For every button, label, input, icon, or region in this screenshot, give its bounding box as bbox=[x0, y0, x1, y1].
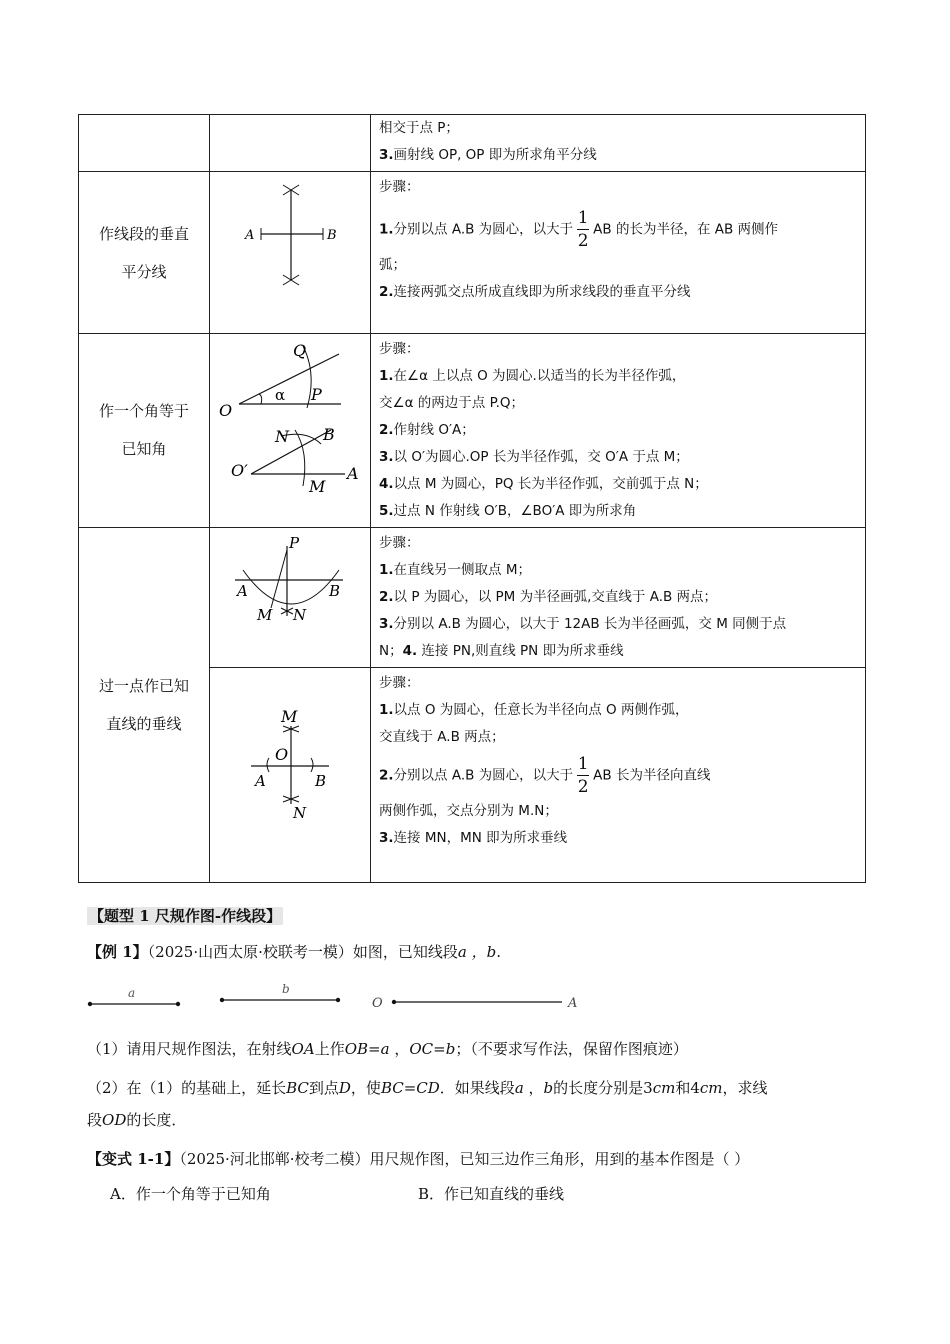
step-text: 分别以 A.B 为圆心，以大于 12AB 长为半径画弧，交 M 同侧于点 bbox=[393, 616, 787, 632]
question-text: 和 bbox=[675, 1079, 691, 1097]
point-label: B bbox=[315, 772, 327, 790]
variant-1-1 bbox=[87, 1148, 867, 1170]
variant-label: 【变式 1-1】 bbox=[87, 1150, 180, 1168]
answer-options bbox=[110, 1183, 890, 1205]
step-number: 1. bbox=[379, 702, 394, 718]
option-b[interactable]: B．作已知直线的垂线 bbox=[418, 1185, 565, 1203]
step-text: 连接两弧交点所成直线即为所求线段的垂直平分线 bbox=[393, 284, 691, 300]
steps-title: 步骤： bbox=[379, 535, 420, 551]
table-row bbox=[79, 172, 866, 334]
angle-label: α bbox=[275, 386, 286, 404]
segment-label: a bbox=[128, 986, 136, 1000]
step-text: 以 P 为圆心，以 PM 为半径画弧,交直线于 A.B 两点； bbox=[393, 589, 718, 605]
table-cell bbox=[371, 115, 866, 172]
math-term: OA bbox=[291, 1040, 315, 1058]
point-label: A bbox=[245, 228, 255, 243]
question-text: 的长度分别是 bbox=[553, 1079, 644, 1097]
point-label: B bbox=[329, 582, 341, 600]
math-term: b bbox=[445, 1040, 456, 1058]
step-text: N； bbox=[379, 643, 403, 659]
step-number: 1. bbox=[379, 221, 394, 238]
method-name-cell bbox=[79, 528, 210, 883]
step-number: 1. bbox=[379, 368, 394, 384]
example-vars: a ，b bbox=[457, 943, 497, 961]
section-heading bbox=[87, 905, 867, 927]
example-1-intro bbox=[87, 941, 867, 963]
segments-figure bbox=[84, 982, 594, 1018]
step-text: 分别以点 A.B 为圆心，以大于 bbox=[393, 221, 574, 238]
point-label: A bbox=[237, 582, 248, 600]
point-label: O bbox=[372, 996, 383, 1011]
method-name: 作一个角等于 bbox=[98, 402, 189, 420]
step-number: 4. bbox=[379, 476, 394, 492]
math-term: OC bbox=[409, 1040, 434, 1058]
method-name: 过一点作已知 bbox=[98, 677, 189, 695]
point-label: Q bbox=[293, 341, 307, 360]
step-text: 作射线 O′A； bbox=[393, 422, 475, 438]
point-label: O bbox=[275, 745, 289, 764]
figure-cell bbox=[210, 528, 371, 668]
point-label: P bbox=[311, 385, 322, 404]
table-cell bbox=[79, 115, 210, 172]
figure-cell bbox=[210, 334, 371, 528]
construction-steps-table bbox=[78, 114, 866, 883]
math-term: cm bbox=[699, 1079, 723, 1097]
step-text: 以点 M 为圆心，PQ 长为半径作弧，交前弧于点 N； bbox=[393, 476, 708, 492]
step-number: 4. bbox=[402, 643, 418, 659]
point-label: M bbox=[257, 606, 273, 624]
method-name: 已知角 bbox=[121, 440, 167, 458]
question-text: ， bbox=[389, 1040, 410, 1058]
math-term: BC bbox=[286, 1079, 309, 1097]
step-number: 2. bbox=[379, 422, 394, 438]
point-label: P bbox=[289, 534, 300, 552]
table-row bbox=[79, 334, 866, 528]
steps-title: 步骤： bbox=[379, 675, 420, 691]
question-text: ，使 bbox=[350, 1079, 381, 1097]
step-text: AB 的长为半径，在 AB 两侧作 bbox=[593, 221, 779, 238]
variant-text: （2025·河北邯郸·校考二模）用尺规作图，已知三边作三角形，用到的基本作图是（ ） bbox=[179, 1150, 750, 1168]
math-term: = bbox=[368, 1040, 381, 1058]
question-2 bbox=[87, 1072, 867, 1136]
step-number: 2. bbox=[379, 589, 394, 605]
point-label: A bbox=[347, 464, 359, 483]
math-term: a bbox=[514, 1079, 524, 1097]
step-number: 3. bbox=[379, 616, 394, 632]
step-text: 以 O′为圆心.OP 长为半径作弧，交 O′A 于点 M； bbox=[393, 449, 689, 465]
method-name-cell bbox=[79, 172, 210, 334]
step-number: 3. bbox=[379, 830, 394, 846]
math-term: D bbox=[338, 1079, 351, 1097]
question-text: ，求线 bbox=[722, 1079, 768, 1097]
figure-cell bbox=[210, 172, 371, 334]
segment-label: b bbox=[282, 982, 290, 996]
point-label: O′ bbox=[231, 461, 248, 480]
math-term: BC=CD bbox=[380, 1079, 440, 1097]
table-row bbox=[79, 528, 866, 668]
step-text: 连接 MN，MN 即为所求垂线 bbox=[393, 830, 568, 846]
point-label: M bbox=[281, 707, 298, 726]
step-text: 在直线另一侧取点 M； bbox=[393, 562, 531, 578]
figure-cell bbox=[210, 668, 371, 883]
point-label: B bbox=[327, 228, 337, 243]
question-text: ；（不要求写作法，保留作图痕迹） bbox=[455, 1040, 688, 1058]
example-label: 【例 1】 bbox=[87, 943, 148, 961]
math-term: 3 bbox=[643, 1079, 653, 1097]
point-label: M bbox=[309, 477, 326, 496]
math-term: cm bbox=[652, 1079, 676, 1097]
steps-cell bbox=[371, 528, 866, 668]
question-text: 段 bbox=[87, 1111, 103, 1129]
table-cell bbox=[210, 115, 371, 172]
table-row bbox=[79, 115, 866, 172]
step-number: 3. bbox=[379, 449, 394, 465]
example-end: . bbox=[496, 943, 501, 961]
step-number: 2. bbox=[379, 767, 394, 784]
step-number: 2. bbox=[379, 284, 394, 300]
steps-cell bbox=[371, 668, 866, 883]
question-text: 上作 bbox=[314, 1040, 345, 1058]
question-text: 的长度． bbox=[126, 1111, 187, 1129]
perpendicular-at-point-figure bbox=[211, 668, 369, 828]
step-number: 5. bbox=[379, 503, 394, 519]
copy-angle-figure bbox=[211, 334, 369, 524]
step-text: 交直线于 A.B 两点； bbox=[379, 729, 505, 745]
step-text: 过点 N 作射线 O′B，∠BO′A 即为所求角 bbox=[393, 503, 637, 519]
steps-cell bbox=[371, 334, 866, 528]
point-label: A bbox=[568, 996, 578, 1011]
point-label: B bbox=[323, 425, 335, 444]
step-number: 1. bbox=[379, 562, 394, 578]
step-text: 两侧作弧，交点分别为 M.N； bbox=[379, 803, 558, 819]
method-name: 作线段的垂直 bbox=[98, 224, 189, 243]
step-text: 连接 PN,则直线 PN 即为所求垂线 bbox=[417, 643, 624, 659]
step-text: AB 长为半径向直线 bbox=[593, 767, 711, 784]
steps-cell bbox=[371, 172, 866, 334]
question-text: （2）在（1）的基础上，延长 bbox=[87, 1079, 287, 1097]
method-name-cell bbox=[79, 334, 210, 528]
fraction-one-half: $\frac{1}{2}$ bbox=[577, 208, 589, 251]
point-label: N bbox=[293, 804, 307, 822]
method-name: 平分线 bbox=[121, 262, 167, 281]
option-a[interactable]: A．作一个角等于已知角 bbox=[110, 1185, 271, 1203]
question-1 bbox=[87, 1038, 867, 1060]
math-term: OB bbox=[344, 1040, 369, 1058]
question-text: （1）请用尺规作图法，在射线 bbox=[87, 1040, 292, 1058]
step-text: 分别以点 A.B 为圆心，以大于 bbox=[393, 767, 574, 784]
steps-title: 步骤： bbox=[379, 179, 420, 195]
step-text: 以点 O 为圆心，任意长为半径向点 O 两侧作弧， bbox=[393, 702, 689, 718]
perpendicular-from-point-figure bbox=[211, 528, 369, 628]
point-label: A bbox=[255, 772, 266, 790]
step-text: 相交于点 P； bbox=[379, 120, 459, 136]
math-term: 4 bbox=[690, 1079, 700, 1097]
point-label: N bbox=[275, 427, 289, 446]
question-text: ．如果线段 bbox=[439, 1079, 515, 1097]
step-text: 弧； bbox=[379, 257, 406, 273]
step-text: 画射线 OP, OP 即为所求角平分线 bbox=[393, 147, 597, 163]
step-text: 在∠α 上以点 O 为圆心.以适当的长为半径作弧， bbox=[393, 368, 686, 384]
math-term: a bbox=[380, 1040, 390, 1058]
point-label: N bbox=[293, 606, 307, 624]
question-type-heading: 【题型 1 尺规作图-作线段】 bbox=[89, 907, 282, 925]
point-label: O bbox=[219, 401, 233, 420]
question-text: ， bbox=[523, 1079, 544, 1097]
math-term: OD bbox=[102, 1111, 127, 1129]
math-term: b bbox=[543, 1079, 554, 1097]
step-number: 3. bbox=[379, 147, 394, 163]
method-name: 直线的垂线 bbox=[106, 715, 182, 733]
example-source: （2025·山西太原·校联考一模）如图，已知线段 bbox=[147, 943, 458, 961]
step-text: 交∠α 的两边于点 P.Q； bbox=[379, 395, 525, 411]
question-text: 到点 bbox=[308, 1079, 339, 1097]
steps-title: 步骤： bbox=[379, 341, 420, 357]
math-term: = bbox=[433, 1040, 446, 1058]
perpendicular-bisector-figure bbox=[211, 172, 369, 330]
fraction-one-half: $\frac{1}{2}$ bbox=[577, 754, 589, 797]
